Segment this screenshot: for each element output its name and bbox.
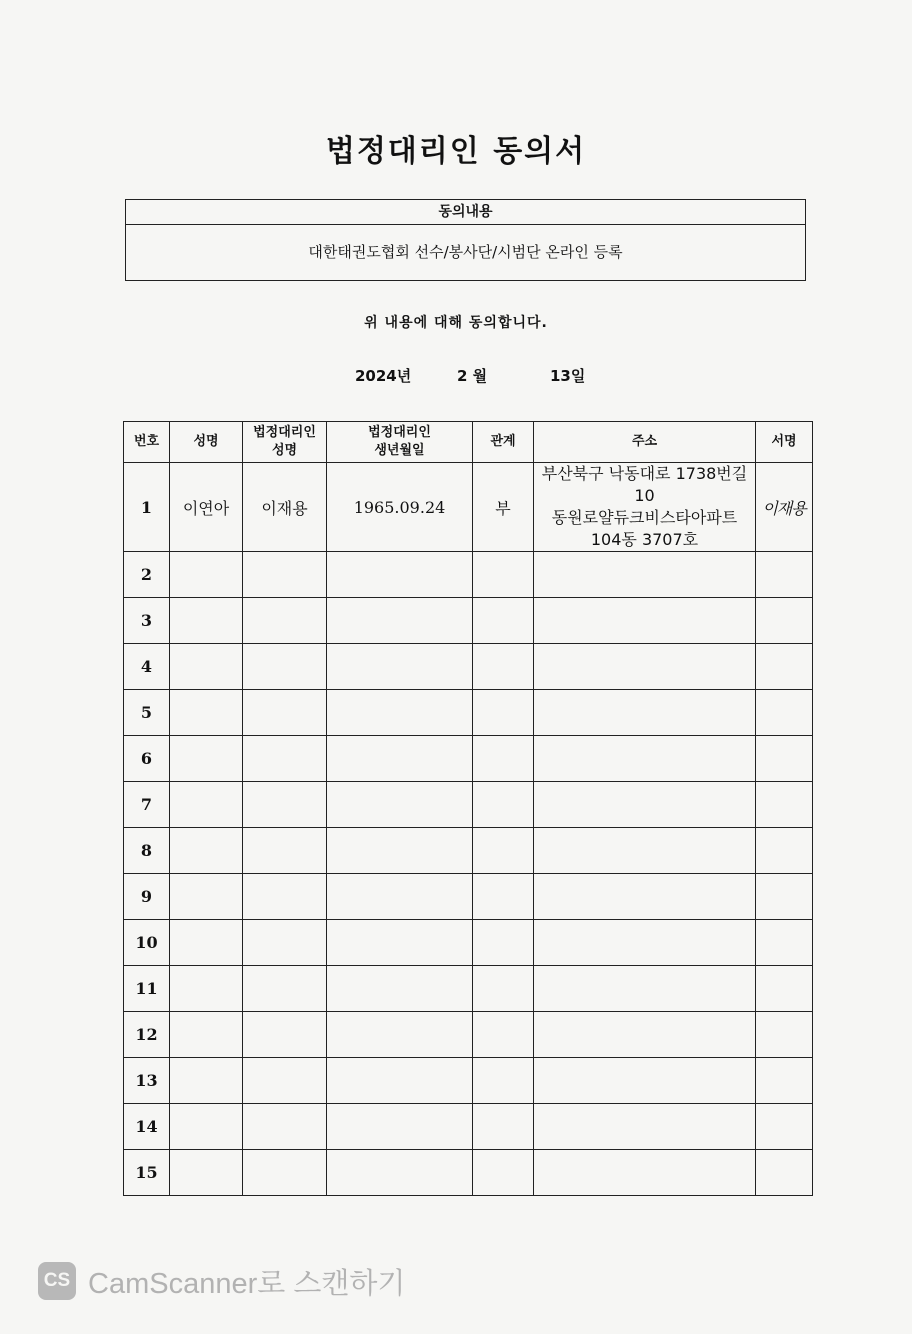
row-relation — [473, 1104, 534, 1150]
row-address — [534, 920, 756, 966]
consent-header: 동의내용 — [126, 200, 805, 225]
row-address — [534, 1058, 756, 1104]
row-relation — [473, 644, 534, 690]
row-no: 5 — [124, 690, 170, 736]
table-row — [124, 552, 813, 598]
header-guardian-name-line2: 성명 — [271, 443, 298, 458]
header-guardian-dob-line1: 법정대리인 — [368, 425, 431, 440]
row-signature — [756, 736, 813, 782]
row-name — [170, 874, 243, 920]
row-address — [534, 782, 756, 828]
row-guardian-dob — [327, 1104, 473, 1150]
row-no: 12 — [124, 1012, 170, 1058]
table-row — [124, 966, 813, 1012]
row-guardian-dob — [327, 552, 473, 598]
table-row — [124, 1058, 813, 1104]
row-relation — [473, 920, 534, 966]
row-relation — [473, 598, 534, 644]
header-relation: 관계 — [473, 422, 534, 463]
row-guardian-name: 이재용 — [243, 463, 327, 552]
guardian-table — [123, 421, 813, 1196]
document-title: 법정대리인 동의서 — [325, 134, 587, 169]
row-no: 2 — [124, 552, 170, 598]
row-relation: 부 — [473, 463, 534, 552]
camscanner-logo-icon: CS — [38, 1262, 76, 1300]
row-address — [534, 736, 756, 782]
row-no: 10 — [124, 920, 170, 966]
row-address — [534, 463, 756, 552]
row-guardian-dob: 1965.09.24 — [327, 463, 473, 552]
row-address — [534, 552, 756, 598]
row-guardian-name — [243, 552, 327, 598]
row-address — [534, 644, 756, 690]
row-guardian-dob — [327, 1150, 473, 1196]
row-no: 1 — [124, 463, 170, 552]
row-guardian-name — [243, 690, 327, 736]
table-row — [124, 463, 813, 552]
row-guardian-dob — [327, 598, 473, 644]
table-row — [124, 782, 813, 828]
row-no: 8 — [124, 828, 170, 874]
row-guardian-name — [243, 920, 327, 966]
row-name: 이연아 — [170, 463, 243, 552]
row-name — [170, 1058, 243, 1104]
row-signature — [756, 1150, 813, 1196]
row-address — [534, 966, 756, 1012]
row-name — [170, 552, 243, 598]
row-guardian-name — [243, 1058, 327, 1104]
date-month: 2 월 — [457, 367, 488, 385]
row-name — [170, 690, 243, 736]
row-signature — [756, 1012, 813, 1058]
row-signature — [756, 1058, 813, 1104]
table-row — [124, 1104, 813, 1150]
row-name — [170, 644, 243, 690]
header-address: 주소 — [534, 422, 756, 463]
address-line-2: 동원로얄듀크비스타아파트 — [551, 508, 738, 527]
row-signature — [756, 690, 813, 736]
row-no: 13 — [124, 1058, 170, 1104]
row-guardian-dob — [327, 828, 473, 874]
row-no: 6 — [124, 736, 170, 782]
table-row — [124, 1150, 813, 1196]
header-signature: 서명 — [756, 422, 813, 463]
row-name — [170, 966, 243, 1012]
row-signature — [756, 874, 813, 920]
row-address — [534, 1012, 756, 1058]
row-name — [170, 1104, 243, 1150]
row-no: 14 — [124, 1104, 170, 1150]
row-guardian-name — [243, 966, 327, 1012]
row-relation — [473, 1058, 534, 1104]
row-address — [534, 598, 756, 644]
row-no: 7 — [124, 782, 170, 828]
row-guardian-name — [243, 874, 327, 920]
header-guardian-dob — [327, 422, 473, 463]
address-line-3: 104동 3707호 — [590, 530, 699, 549]
row-no: 11 — [124, 966, 170, 1012]
row-guardian-dob — [327, 644, 473, 690]
row-signature — [756, 598, 813, 644]
row-guardian-dob — [327, 1058, 473, 1104]
row-guardian-name — [243, 1012, 327, 1058]
row-guardian-dob — [327, 920, 473, 966]
row-no: 4 — [124, 644, 170, 690]
row-relation — [473, 1012, 534, 1058]
header-name: 성명 — [170, 422, 243, 463]
row-guardian-name — [243, 1150, 327, 1196]
table-row — [124, 736, 813, 782]
row-guardian-name — [243, 1104, 327, 1150]
table-row — [124, 828, 813, 874]
row-address — [534, 690, 756, 736]
row-signature — [756, 782, 813, 828]
row-relation — [473, 1150, 534, 1196]
row-name — [170, 1150, 243, 1196]
row-name — [170, 828, 243, 874]
row-relation — [473, 966, 534, 1012]
agree-statement: 위 내용에 대해 동의합니다. — [364, 315, 548, 331]
row-name — [170, 736, 243, 782]
row-name — [170, 598, 243, 644]
watermark-text: CamScanner로 스캔하기 — [88, 1267, 406, 1300]
table-row — [124, 690, 813, 736]
row-relation — [473, 552, 534, 598]
consent-box — [125, 199, 806, 281]
table-row — [124, 1012, 813, 1058]
row-guardian-name — [243, 828, 327, 874]
camscanner-watermark — [38, 1261, 405, 1301]
row-signature — [756, 920, 813, 966]
header-guardian-name — [243, 422, 327, 463]
row-relation — [473, 874, 534, 920]
row-address — [534, 828, 756, 874]
row-address — [534, 1104, 756, 1150]
row-no: 15 — [124, 1150, 170, 1196]
row-signature — [756, 966, 813, 1012]
row-guardian-dob — [327, 874, 473, 920]
table-row — [124, 598, 813, 644]
header-guardian-dob-line2: 생년월일 — [374, 443, 425, 458]
row-guardian-dob — [327, 736, 473, 782]
row-relation — [473, 690, 534, 736]
row-relation — [473, 828, 534, 874]
row-name — [170, 782, 243, 828]
row-guardian-name — [243, 644, 327, 690]
row-signature — [756, 828, 813, 874]
row-guardian-name — [243, 598, 327, 644]
date-day: 13일 — [550, 367, 586, 385]
address-line-1: 부산북구 낙동대로 1738번길10 — [541, 464, 748, 505]
row-guardian-dob — [327, 966, 473, 1012]
row-address — [534, 874, 756, 920]
date-year: 2024년 — [355, 367, 412, 385]
row-no: 3 — [124, 598, 170, 644]
row-guardian-name — [243, 736, 327, 782]
table-row — [124, 644, 813, 690]
row-guardian-name — [243, 782, 327, 828]
row-address — [534, 1150, 756, 1196]
table-body — [124, 463, 813, 1196]
row-relation — [473, 736, 534, 782]
table-header-row — [124, 422, 813, 463]
header-no: 번호 — [124, 422, 170, 463]
row-guardian-dob — [327, 1012, 473, 1058]
row-relation — [473, 782, 534, 828]
row-signature: 이재용 — [756, 463, 813, 552]
table-row — [124, 920, 813, 966]
row-signature — [756, 552, 813, 598]
row-signature — [756, 1104, 813, 1150]
row-no: 9 — [124, 874, 170, 920]
table-row — [124, 874, 813, 920]
header-guardian-name-line1: 법정대리인 — [253, 425, 316, 440]
row-name — [170, 920, 243, 966]
consent-content: 대한태권도협회 선수/봉사단/시범단 온라인 등록 — [308, 243, 623, 261]
row-name — [170, 1012, 243, 1058]
row-guardian-dob — [327, 782, 473, 828]
row-signature — [756, 644, 813, 690]
row-guardian-dob — [327, 690, 473, 736]
